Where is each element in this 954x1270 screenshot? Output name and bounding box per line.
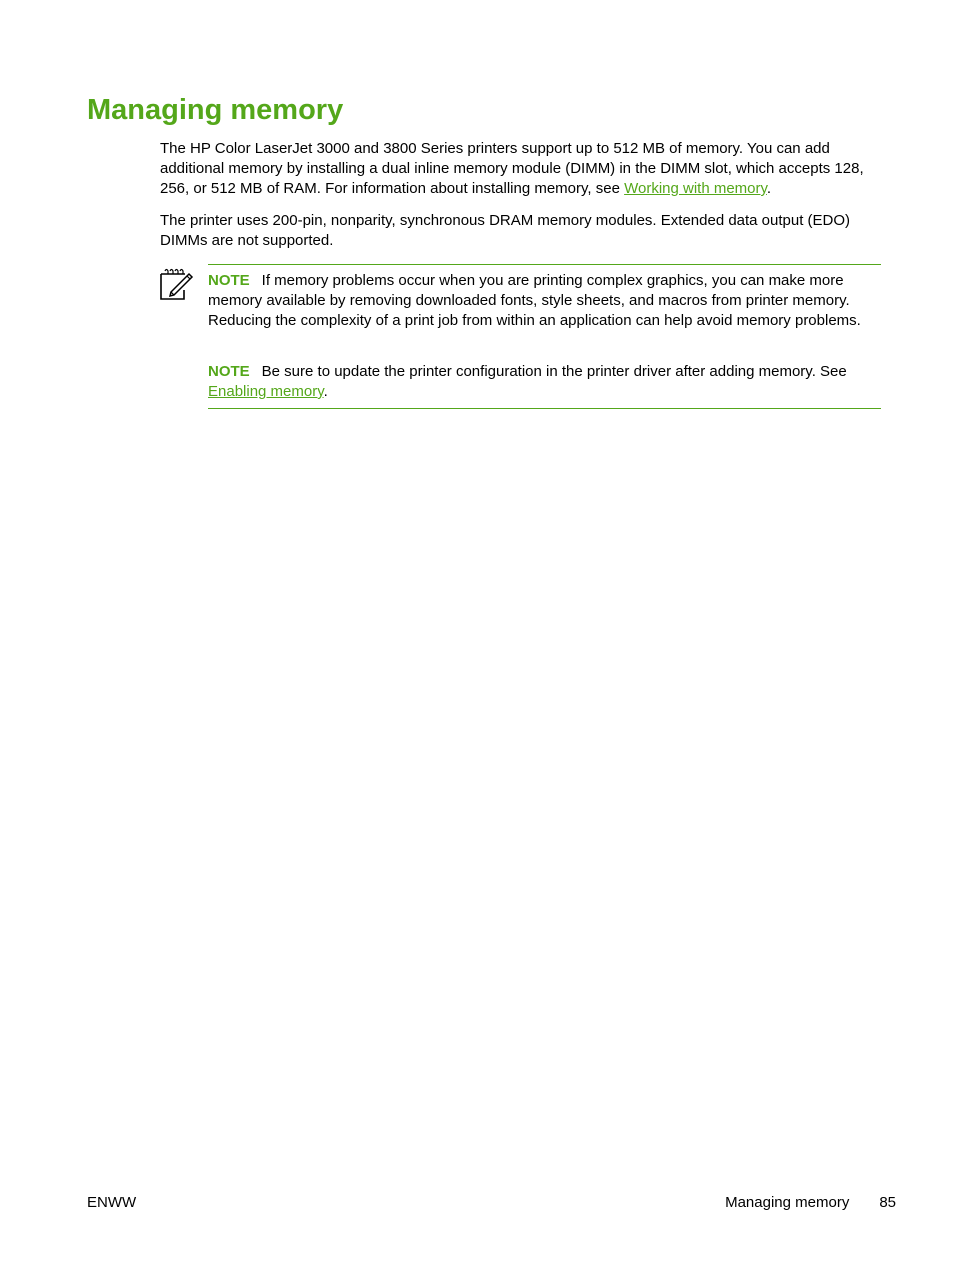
note-end: .: [323, 383, 328, 400]
intro-end: .: [766, 180, 772, 197]
enabling-memory-link[interactable]: Enabling memory: [208, 383, 324, 400]
footer-section-title: Managing memory: [725, 1194, 850, 1211]
page-title: Managing memory: [87, 94, 344, 126]
dimm-type-paragraph: The printer uses 200-pin, nonparity, synchronous DRAM memory modules. Extended data output (EDO) DIMMs are not supported.: [160, 212, 851, 249]
footer-enww: ENWW: [87, 1194, 137, 1211]
note-memory-problems: [208, 271, 882, 331]
note-bottom-rule: [208, 408, 881, 409]
note-top-rule: [208, 264, 881, 265]
working-with-memory-link[interactable]: Working with memory: [624, 180, 767, 197]
footer-right: [725, 1194, 896, 1212]
page-number: 85: [879, 1194, 896, 1211]
note-label: NOTE: [208, 272, 250, 289]
intro-text: The HP Color LaserJet 3000 and 3800 Series printers support up to 512 MB of memory. You can add additional memory by installing a dual inline memory module (DIMM) in the DIMM slot, which accepts 128, 256, or 512 MB of RAM. For information about installing memory, see: [160, 140, 864, 197]
note-text: If memory problems occur when you are printing complex graphics, you can make more memory available by removing downloaded fonts, style sheets, and macros from printer memory. Reducing the complexity of a print job from within an application can help avoid memory problems.: [208, 272, 861, 329]
intro-paragraph: [160, 139, 882, 199]
note-pencil-icon: [158, 266, 194, 302]
note-label: NOTE: [208, 363, 250, 380]
note-text: Be sure to update the printer configuration in the printer driver after adding memory. See: [261, 363, 847, 380]
note-update-configuration: [208, 362, 882, 402]
